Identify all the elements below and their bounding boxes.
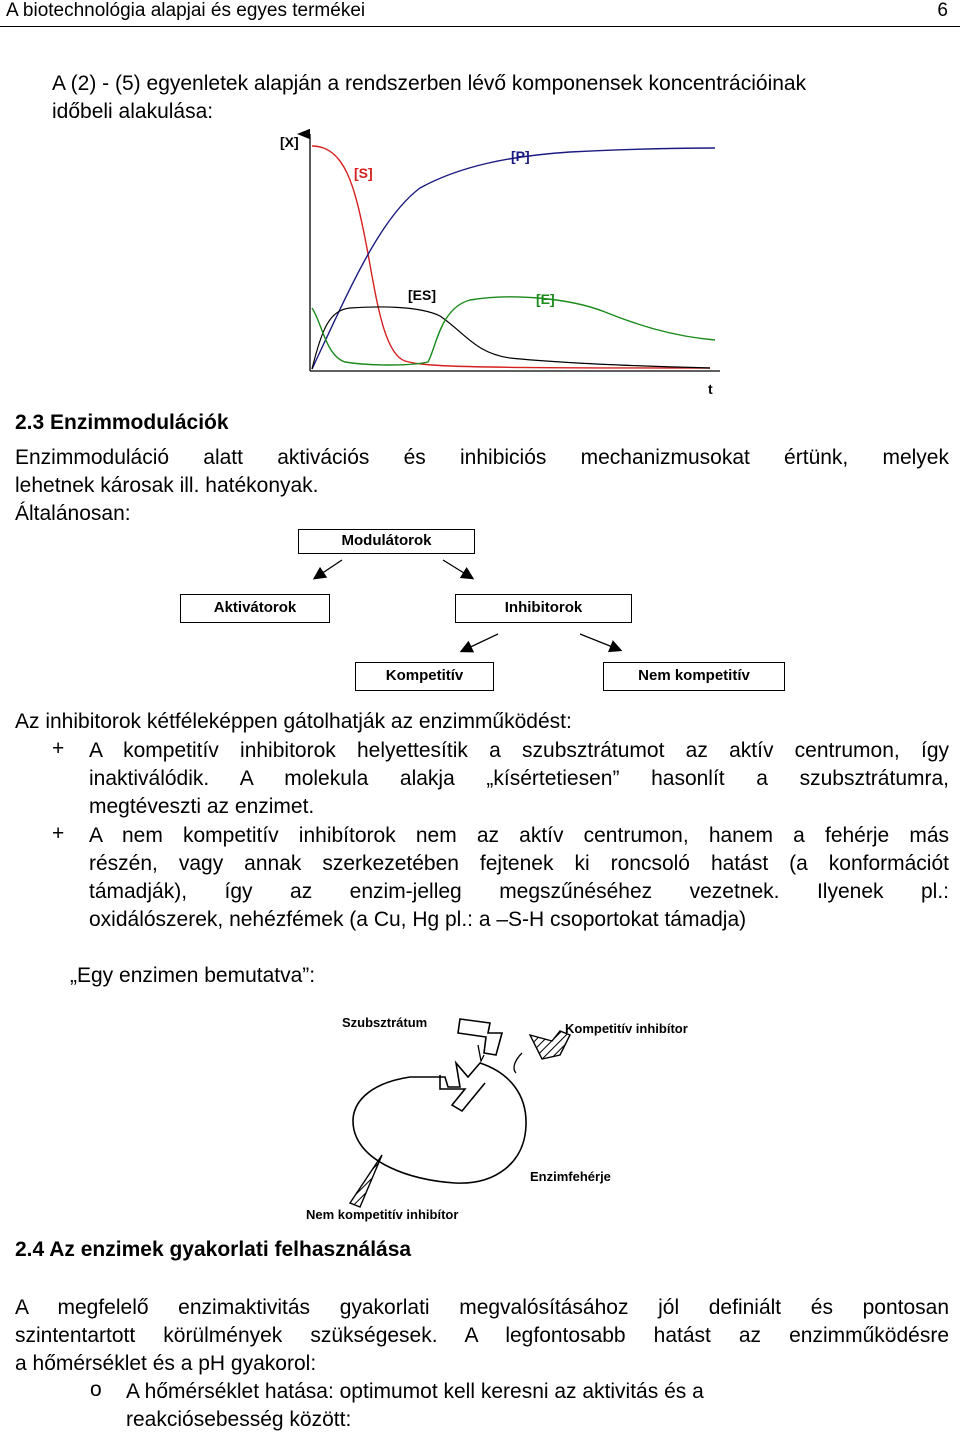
competitive-inhibitor-shape xyxy=(530,1031,570,1059)
arrow-to-inhibitors xyxy=(443,560,472,578)
bullet-3-line-1: A hőmérséklet hatása: optimumot kell keresni az aktivitás és a xyxy=(126,1380,704,1403)
section-2-4-line-2: szintentartott körülmények szükségesek. A legfontosabb hatást az enzimműködésre xyxy=(15,1324,949,1347)
tree-node-inhibitors: Inhibitorok xyxy=(455,594,632,623)
bullet-marker-1: + xyxy=(52,737,65,760)
tree-node-noncompetitive: Nem kompetitív xyxy=(603,662,785,691)
enzyme-demo-caption: „Egy enzimen bemutatva”: xyxy=(70,964,316,987)
tree-node-activators: Aktivátorok xyxy=(180,594,330,623)
series-label-substrate: [S] xyxy=(354,165,373,181)
series-label-enzyme: [E] xyxy=(536,291,555,307)
intro-line-1: A (2) - (5) egyenletek alapján a rendszerben lévő komponensek koncentrációinak xyxy=(52,72,807,95)
tree-node-modulators: Modulátorok xyxy=(298,529,475,554)
inhibitor-arrow xyxy=(514,1053,522,1073)
enzyme-illustration xyxy=(290,1005,750,1230)
document-title: A biotechnológia alapjai és egyes termékei xyxy=(6,0,366,21)
bullet-marker-2: + xyxy=(52,822,65,845)
inhibitors-intro: Az inhibitorok kétféleképpen gátolhatják az enzimműködést: xyxy=(15,710,572,733)
intro-line-2: időbeli alakulása: xyxy=(52,100,214,123)
label-substrate: Szubsztrátum xyxy=(342,1015,428,1030)
bullet-temperature xyxy=(126,1378,946,1434)
section-2-3-line-3: Általánosan: xyxy=(15,502,131,525)
series-label-product: [P] xyxy=(511,148,530,164)
bullet-1-line-1: A kompetitív inhibitorok helyettesítik a szubsztrátumot az aktív centrumon, így xyxy=(89,739,949,762)
tree-node-competitive: Kompetitív xyxy=(355,662,494,691)
bullet-2-line-1: A nem kompetitív inhibítorok nem az aktív centrumon, hanem a fehérje más xyxy=(89,824,949,847)
label-enzyme-protein: Enzimfehérje xyxy=(530,1169,611,1184)
section-2-3-line-1: Enzimmoduláció alatt aktivációs és inhibiciós mechanizmusokat értünk, melyek xyxy=(15,446,949,469)
section-2-4-paragraph xyxy=(15,1294,949,1378)
section-heading-2-3: 2.3 Enzimmodulációk xyxy=(15,411,229,434)
y-axis-label: [X] xyxy=(280,134,299,150)
section-2-4-line-3: a hőmérséklet és a pH gyakorol: xyxy=(15,1352,317,1375)
bullet-competitive xyxy=(89,737,949,821)
arrow-to-noncompetitive xyxy=(580,634,620,650)
noncompetitive-inhibitor-shape xyxy=(350,1155,382,1207)
bullet-1-line-3: megtéveszti az enzimet. xyxy=(89,795,315,818)
page-number: 6 xyxy=(937,0,948,21)
x-axis-label: t xyxy=(708,381,713,397)
bullet-3-line-2: reakciósebesség között: xyxy=(126,1408,352,1431)
section-2-3-line-2: lehetnek károsak ill. hatékonyak. xyxy=(15,474,319,497)
arrow-to-activators xyxy=(315,560,342,578)
label-noncompetitive-inhibitor: Nem kompetitív inhibítor xyxy=(306,1207,459,1222)
section-heading-2-4: 2.4 Az enzimek gyakorlati felhasználása xyxy=(15,1238,412,1261)
bullet-1-line-2: inaktiválódik. A molekula alakja „kísértetiesen” hasonlít a szubsztrátumra, xyxy=(89,767,949,790)
section-2-4-line-1: A megfelelő enzimaktivitás gyakorlati megvalósításához jól definiált és pontosan xyxy=(15,1296,949,1319)
bullet-2-line-3: támadják), így az enzim-jelleg megszűnéséhez vezetnek. Ilyenek pl.: xyxy=(89,880,949,903)
bullet-noncompetitive xyxy=(89,822,949,934)
bullet-marker-3: o xyxy=(90,1378,102,1401)
label-competitive-inhibitor: Kompetitív inhibítor xyxy=(565,1021,688,1036)
bullet-2-line-4: oxidálószerek, nehézfémek (a Cu, Hg pl.: a –S-H csoportokat támadja) xyxy=(89,908,747,931)
bullet-2-line-2: részén, vagy annak szerkezetében fejtenek ki roncsoló hatást (a konformációt xyxy=(89,852,949,875)
substrate-shape xyxy=(458,1019,502,1055)
arrow-to-competitive xyxy=(462,634,498,651)
substrate-arrow xyxy=(478,1045,484,1061)
series-label-complex: [ES] xyxy=(408,287,436,303)
